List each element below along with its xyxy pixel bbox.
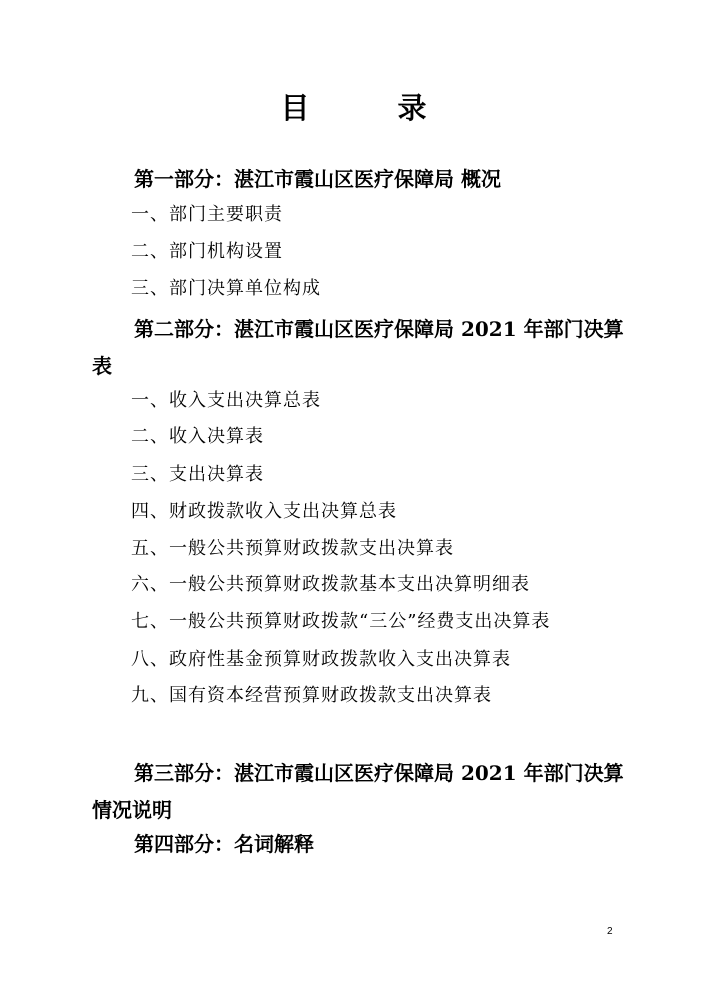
part2-item-8: 八、政府性基金预算财政拨款收入支出决算表 — [131, 649, 511, 670]
part1-item-3: 三、部门决算单位构成 — [131, 278, 321, 299]
part2-item-3: 三、支出决算表 — [131, 464, 264, 485]
part2-item-5: 五、一般公共预算财政拨款支出决算表 — [131, 538, 454, 559]
part2-item-2: 二、收入决算表 — [131, 426, 264, 447]
title-char-2: 录 — [397, 91, 427, 125]
part2-item-9: 九、国有资本经营预算财政拨款支出决算表 — [131, 685, 492, 706]
part1-item-2: 二、部门机构设置 — [131, 241, 283, 262]
part2-heading: 第二部分：湛江市霞山区医疗保障局 2021 年部门决算表 — [92, 317, 624, 378]
part3-heading: 第三部分：湛江市霞山区医疗保障局 2021 年部门决算情况说明 — [92, 761, 624, 822]
part2-item-1: 一、收入支出决算总表 — [131, 390, 321, 411]
page-number: 2 — [607, 926, 613, 937]
part2-item-4: 四、财政拨款收入支出决算总表 — [131, 501, 397, 522]
title-char-1: 目 — [280, 91, 310, 125]
part1-item-1: 一、部门主要职责 — [131, 204, 283, 225]
part2-item-7: 七、一般公共预算财政拨款“三公”经费支出决算表 — [131, 611, 551, 632]
part2-item-6: 六、一般公共预算财政拨款基本支出决算明细表 — [131, 574, 530, 595]
part1-heading: 第一部分：湛江市霞山区医疗保障局 概况 — [134, 167, 501, 191]
page-title — [0, 86, 707, 127]
part4-heading: 第四部分：名词解释 — [134, 832, 314, 856]
